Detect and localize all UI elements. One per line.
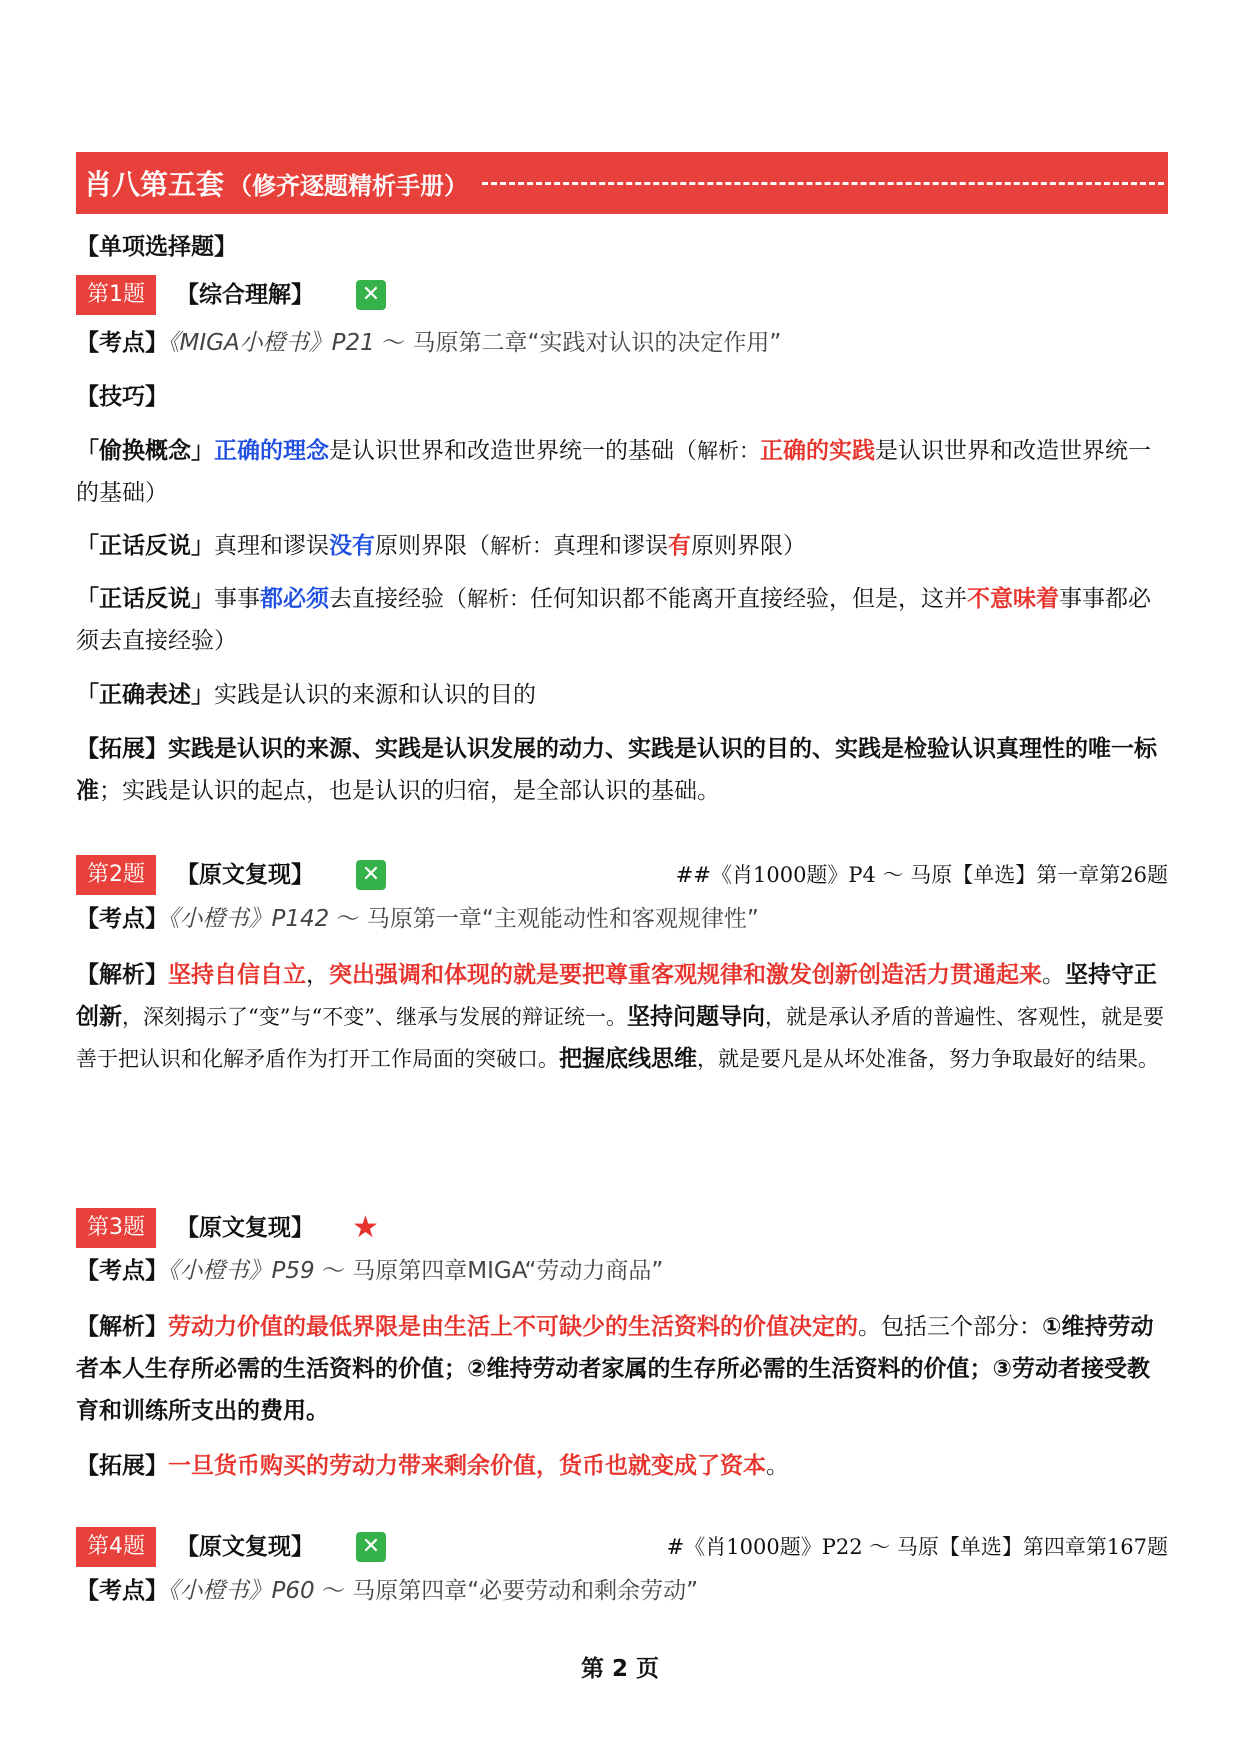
question-4-kaodian [76,1570,1168,1612]
question-4-tag: 第4题 [76,1527,156,1567]
header-subtitle: （修齐逐题精析手册） [228,171,469,200]
wrong-mark-icon: ✕ [356,860,386,890]
kaodian-text: 马原第一章“主观能动性和客观规律性” [366,906,759,932]
kaodian-text: 马原第四章“必要劳动和剩余劳动” [352,1578,699,1604]
kaodian-sep: ～ [374,330,413,356]
header-title: 肖八第五套 [84,168,225,201]
tip-label: 「正话反说」 [76,586,214,612]
extension-label: 【拓展】 [76,1453,168,1479]
tip-text: 真理和谬误 [214,533,329,559]
question-1-jiqiao: 【技巧】 [76,384,168,410]
kaodian-label: 【考点】 [76,1258,168,1284]
header-dash-line [482,182,1164,185]
kaodian-book: 《小橙书》P142 [168,906,330,932]
tip-wrong-phrase: 没有 [329,533,375,559]
tip-text: 原则界限（ [375,533,490,559]
extension-text: ；实践是认识的起点，也是认识的归宿，是全部认识的基础。 [99,778,720,804]
question-4-reference: #《肖1000题》P22 ～ 马原【单选】第四章第167题 [666,1535,1168,1559]
analysis-red-text: 劳动力价值的最低界限是由生活上不可缺少的生活资料的价值决定的 [168,1314,858,1340]
tip-text: 任何知识都不能离开直接经验，但是，这并 [530,586,967,612]
analysis-text: ，深刻揭示了“变”与“不变”、继承与发展的辩证统一。 [122,1005,627,1029]
tip-text: 事事 [214,586,260,612]
tip-text: 去直接经验（ [329,586,467,612]
question-3-type: 【原文复现】 [176,1215,314,1241]
question-1-tip-3 [76,578,1168,662]
extension-label: 【拓展】 [76,736,168,762]
star-icon: ★ [352,1210,379,1245]
tip-text: 实践是认识的来源和认识的目的 [214,682,536,708]
tip-correct-phrase: 正确的实践 [760,438,875,464]
analysis-label: 【解析】 [76,1314,168,1340]
question-1-type: 【综合理解】 [176,282,314,308]
tip-analysis-label: 解析： [490,534,553,558]
question-3-kaodian [76,1250,1168,1292]
tip-wrong-phrase: 正确的理念 [214,438,329,464]
analysis-label: 【解析】 [76,962,168,988]
question-2-tag: 第2题 [76,855,156,895]
question-2-row [76,855,1168,895]
wrong-mark-icon: ✕ [356,1532,386,1562]
kaodian-text: 马原第二章“实践对认识的决定作用” [412,330,782,356]
question-4-type: 【原文复现】 [176,1534,314,1560]
question-3-row [76,1208,1168,1248]
question-2-type: 【原文复现】 [176,862,314,888]
kaodian-label: 【考点】 [76,906,168,932]
tip-label: 「正话反说」 [76,533,214,559]
question-1-tip-1 [76,430,1168,514]
page-number: 第 2 页 [580,1656,660,1682]
extension-bold-text: 实践是认识的来源、实践是认识发展的动力、实践是认识的目的、实践是检验认识真理性的唯一标准 [76,736,1157,804]
analysis-punct: 。 [1042,962,1065,988]
question-1-tip-2 [76,525,1168,567]
question-1-extension [76,728,1168,812]
tip-correct-phrase: 有 [668,533,691,559]
analysis-red-text: 坚持自信自立 [168,962,306,988]
analysis-punct: ， [306,962,329,988]
tip-text: 真理和谬误 [553,533,668,559]
header-bar [76,152,1168,214]
extension-red-text: 一旦货币购买的劳动力带来剩余价值，货币也就变成了资本 [168,1453,766,1479]
tip-analysis-label: 解析： [697,439,760,463]
question-2-analysis [76,954,1168,1080]
question-2-kaodian [76,898,1168,940]
kaodian-sep: ～ [329,906,367,932]
question-1-row [76,275,1168,315]
analysis-text: 。包括三个部分： [858,1314,1042,1340]
tip-analysis-label: 解析： [467,587,530,611]
question-3-extension [76,1445,1168,1487]
kaodian-sep: ～ [314,1258,353,1284]
tip-label: 「偷换概念」 [76,438,214,464]
kaodian-book: 《小橙书》P59 [168,1258,315,1284]
tip-label: 「正确表述」 [76,682,214,708]
kaodian-book: 《小橙书》P60 [168,1578,315,1604]
analysis-bold-text: 坚持问题导向 [626,1004,765,1030]
tip-text: 事事都必须去直接经验） [76,586,1151,654]
question-3-tag: 第3题 [76,1208,156,1248]
analysis-bold-text: ①维持劳动者本人生存所必需的生活资料的价值；②维持劳动者家属的生存所必需的生活资料的价值；③劳动者接受教育和训练所支出的费用。 [76,1314,1154,1424]
analysis-text: ，就是要凡是从坏处准备，努力争取最好的结果。 [697,1047,1159,1071]
question-1-tag: 第1题 [76,275,156,315]
kaodian-text: 马原第四章MIGA“劳动力商品” [352,1258,664,1284]
kaodian-label: 【考点】 [76,330,168,356]
analysis-text: ，就是承认矛盾的普遍性、客观性，就是要善于把认识和化解矛盾作为打开工作局面的突破口。 [76,1005,1164,1071]
question-1-tip-4 [76,674,1168,716]
tip-text: 是认识世界和改造世界统一的基础） [76,438,1151,506]
analysis-bold-text: 坚持守正创新 [76,962,1157,1030]
tip-correct-phrase: 不意味着 [967,586,1059,612]
analysis-bold-text: 把握底线思维 [559,1046,697,1072]
wrong-mark-icon: ✕ [356,280,386,310]
kaodian-book: 《MIGA小橙书》P21 [168,330,375,356]
section-title: 【单项选择题】 [76,234,237,260]
tip-text: 原则界限） [691,533,806,559]
tip-wrong-phrase: 都必须 [260,586,329,612]
question-1-kaodian [76,322,1168,364]
question-4-row [76,1527,1168,1567]
extension-punct: 。 [766,1453,789,1479]
kaodian-label: 【考点】 [76,1578,168,1604]
kaodian-sep: ～ [314,1578,353,1604]
tip-text: 是认识世界和改造世界统一的基础（ [329,438,697,464]
analysis-red-text: 突出强调和体现的就是要把尊重客观规律和激发创新创造活力贯通起来 [329,962,1042,988]
question-2-reference: ##《肖1000题》P4 ～ 马原【单选】第一章第26题 [675,863,1168,887]
question-3-analysis [76,1306,1168,1432]
